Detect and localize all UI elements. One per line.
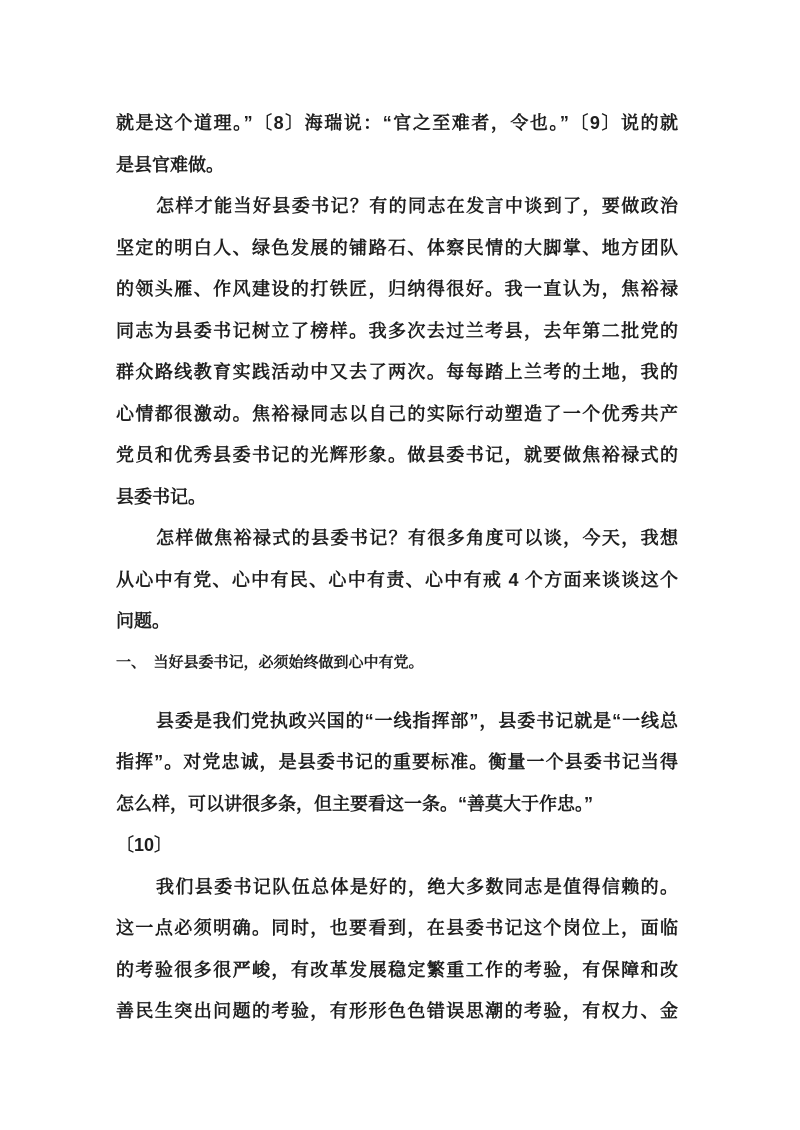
paragraph	[116, 186, 678, 518]
document-body	[116, 103, 678, 1033]
text-line: 县委书记。	[116, 486, 206, 507]
text-line: 怎样做焦裕禄式的县委书记？有很多角度可以谈，今天，我想	[156, 528, 678, 548]
text-line: 问题。	[116, 611, 170, 631]
text-line: 县委是我们党执政兴国的“一线指挥部”，县委书记就是“一线总	[156, 710, 678, 731]
section-heading	[116, 643, 678, 682]
text-line: 〔10〕	[116, 835, 173, 855]
text-line: 怎么样，可以讲很多条，但主要看这一条。“善莫大于作忠。”	[116, 793, 593, 814]
text-line: 是县官难做。	[116, 154, 224, 175]
text-line: 同志为县委书记树立了榜样。我多次去过兰考县，去年第二批党的	[116, 320, 678, 341]
text-line: 我们县委书记队伍总体是好的，绝大多数同志是值得信赖的。	[156, 876, 678, 897]
text-line: 就是这个道理。”〔8〕海瑞说：“官之至难者，令也。”〔9〕说的就	[116, 113, 678, 133]
text-line: 坚定的明白人、绿色发展的铺路石、体察民情的大脚掌、地方团队	[116, 237, 678, 258]
text-line: 的领头雁、作风建设的打铁匠，归纳得很好。我一直认为，焦裕禄	[116, 279, 678, 299]
text-line: 指挥”。对党忠诚，是县委书记的重要标准。衡量一个县委书记当得	[116, 752, 678, 772]
paragraph	[116, 701, 678, 867]
paragraph	[116, 867, 678, 1033]
paragraph	[116, 103, 678, 186]
paragraph	[116, 518, 678, 643]
text-line: 一、 当好县委书记，必须始终做到心中有党。	[116, 653, 424, 671]
text-line: 党员和优秀县委书记的光辉形象。做县委书记，就要做焦裕禄式的	[116, 445, 678, 465]
text-line: 这一点必须明确。同时，也要看到，在县委书记这个岗位上，面临	[116, 918, 678, 938]
text-line: 心情都很激动。焦裕禄同志以自己的实际行动塑造了一个优秀共产	[116, 403, 678, 424]
text-line: 怎样才能当好县委书记？有的同志在发言中谈到了，要做政治	[156, 196, 678, 216]
text-line: 群众路线教育实践活动中又去了两次。每每踏上兰考的土地，我的	[116, 362, 678, 382]
text-line: 的考验很多很严峻，有改革发展稳定繁重工作的考验，有保障和改	[116, 959, 678, 980]
text-line: 善民生突出问题的考验，有形形色色错误思潮的考验，有权力、金	[116, 1001, 678, 1021]
text-line: 从心中有党、心中有民、心中有责、心中有戒 4 个方面来谈谈这个	[116, 569, 678, 590]
